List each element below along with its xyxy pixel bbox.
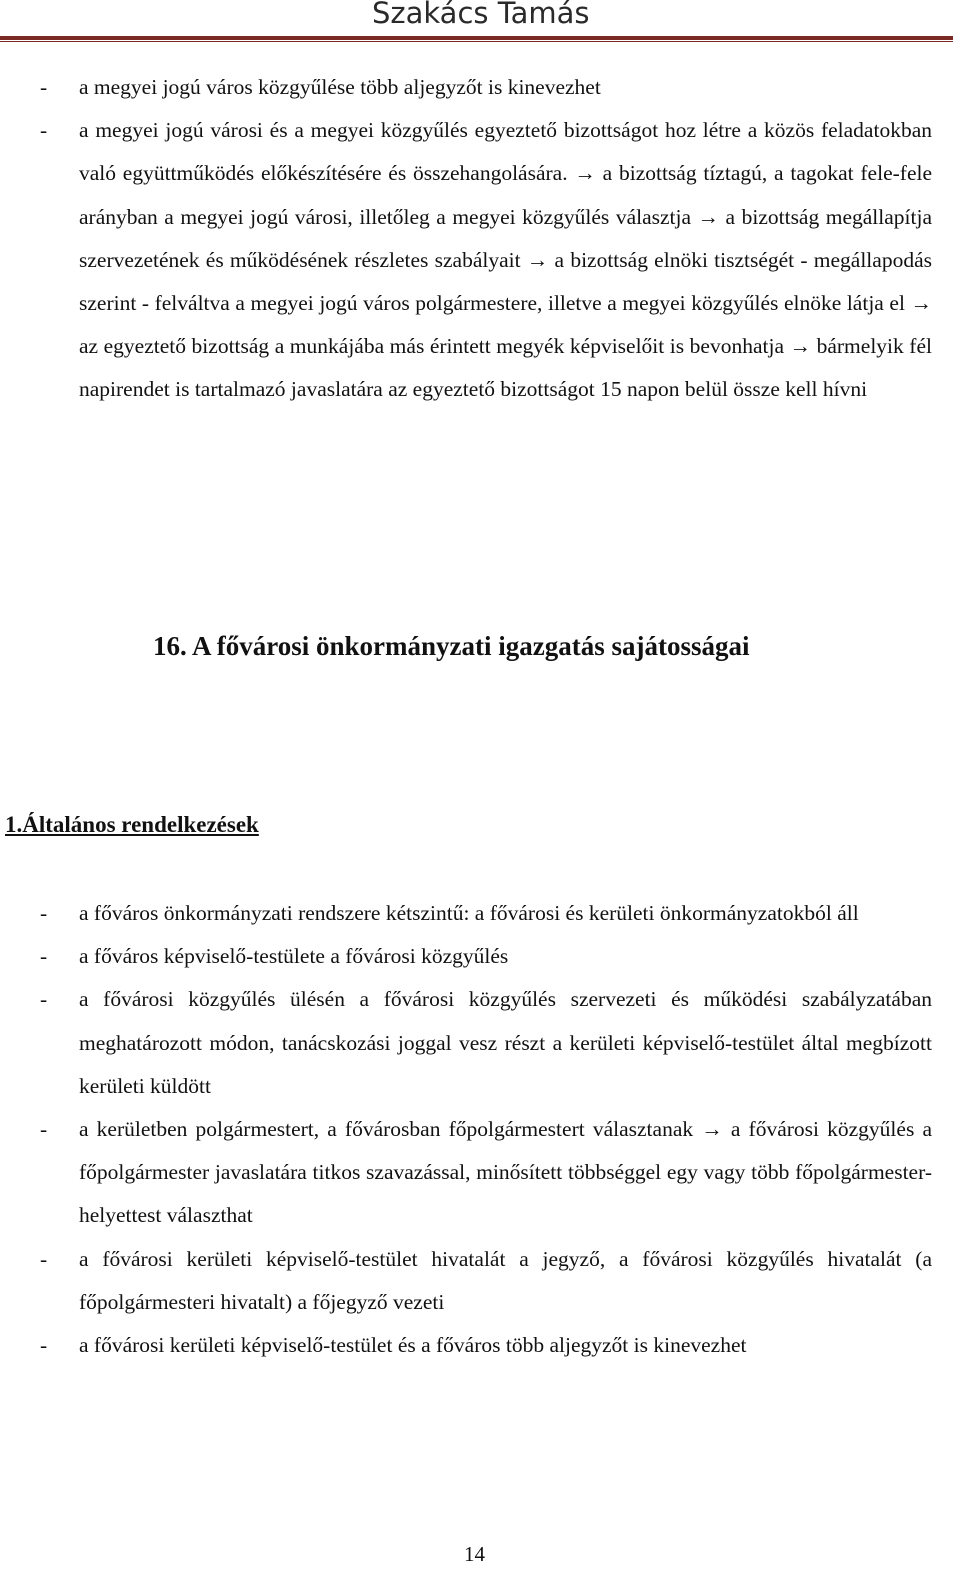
list-dash: - xyxy=(40,901,48,925)
header-rule xyxy=(0,36,953,40)
list-dash: - xyxy=(40,944,48,969)
list-item xyxy=(0,892,932,935)
list-dash: - xyxy=(40,1333,48,1358)
bullet-list-top xyxy=(0,66,960,412)
page-number: 14 xyxy=(464,1542,485,1566)
subsection-heading: 1.Általános rendelkezések xyxy=(5,812,259,837)
list-dash: - xyxy=(40,1117,48,1142)
list-item-text: a főváros önkormányzati rendszere kétszintű: a fővárosi és kerületi önkormányzatokból áll xyxy=(79,901,859,925)
list-dash: - xyxy=(40,987,48,1012)
list-item xyxy=(0,1238,932,1324)
list-dash: - xyxy=(40,75,48,99)
list-item-text: a fővárosi közgyűlés ülésén a fővárosi közgyűlés szervezeti és működési szabályzatában meghatározott módon, tanácskozási joggal vesz részt a kerületi képviselő-testület által megbízott kerületi küldött xyxy=(79,987,932,1098)
list-item-text: a kerületben polgármestert, a fővárosban főpolgármestert választanak → a fővárosi közgyűlés a főpolgármester javaslatára titkos szavazással, minősített többséggel egy vagy több főpolgármester-helyettest választhat xyxy=(79,1117,932,1228)
list-item-text: a megyei jogú város közgyűlése több aljegyzőt is kinevezhet xyxy=(79,75,601,99)
bullet-list-bottom xyxy=(0,892,960,1367)
list-item-text: a fővárosi kerületi képviselő-testület és a főváros több aljegyzőt is kinevezhet xyxy=(79,1333,747,1358)
list-dash: - xyxy=(40,118,48,143)
list-item xyxy=(0,978,932,1108)
list-item-text: a főváros képviselő-testülete a fővárosi közgyűlés xyxy=(79,944,509,969)
list-item xyxy=(0,109,932,411)
list-dash: - xyxy=(40,1246,48,1271)
list-item xyxy=(0,935,932,978)
header-rule-thin xyxy=(0,41,953,42)
section-heading: 16. A fővárosi önkormányzati igazgatás sajátosságai xyxy=(153,631,750,661)
header-author-name: Szakács Tamás xyxy=(372,0,590,30)
list-item-text: a megyei jogú városi és a megyei közgyűlés egyeztető bizottságot hoz létre a közös feladatokban való együttműködés előkészítésére és összehangolására. → a bizottság tíztagú, a tagokat fele-fele arányban a megyei jogú városi, illetőleg a megyei közgyűlés választja → a bizottság megállapítja szervezetének és működésének részletes szabályait → a bizottság elnöki tisztségét - megállapodás szerint - felváltva a megyei jogú város polgármestere, illetve a megyei közgyűlés elnöke látja el → az egyeztető bizottság a munkájába más érintett megyék képviselőit is bevonhatja → bármelyik fél napirendet is tartalmazó javaslatára az egyeztető bizottságot 15 napon belül össze kell hívni xyxy=(79,118,932,402)
list-item-text: a fővárosi kerületi képviselő-testület hivatalát a jegyző, a fővárosi közgyűlés hivatalát (a főpolgármesteri hivatalt) a főjegyző vezeti xyxy=(79,1246,932,1314)
page-header xyxy=(0,0,960,42)
list-item xyxy=(0,1108,932,1238)
list-item xyxy=(0,66,932,109)
list-item xyxy=(0,1324,932,1367)
